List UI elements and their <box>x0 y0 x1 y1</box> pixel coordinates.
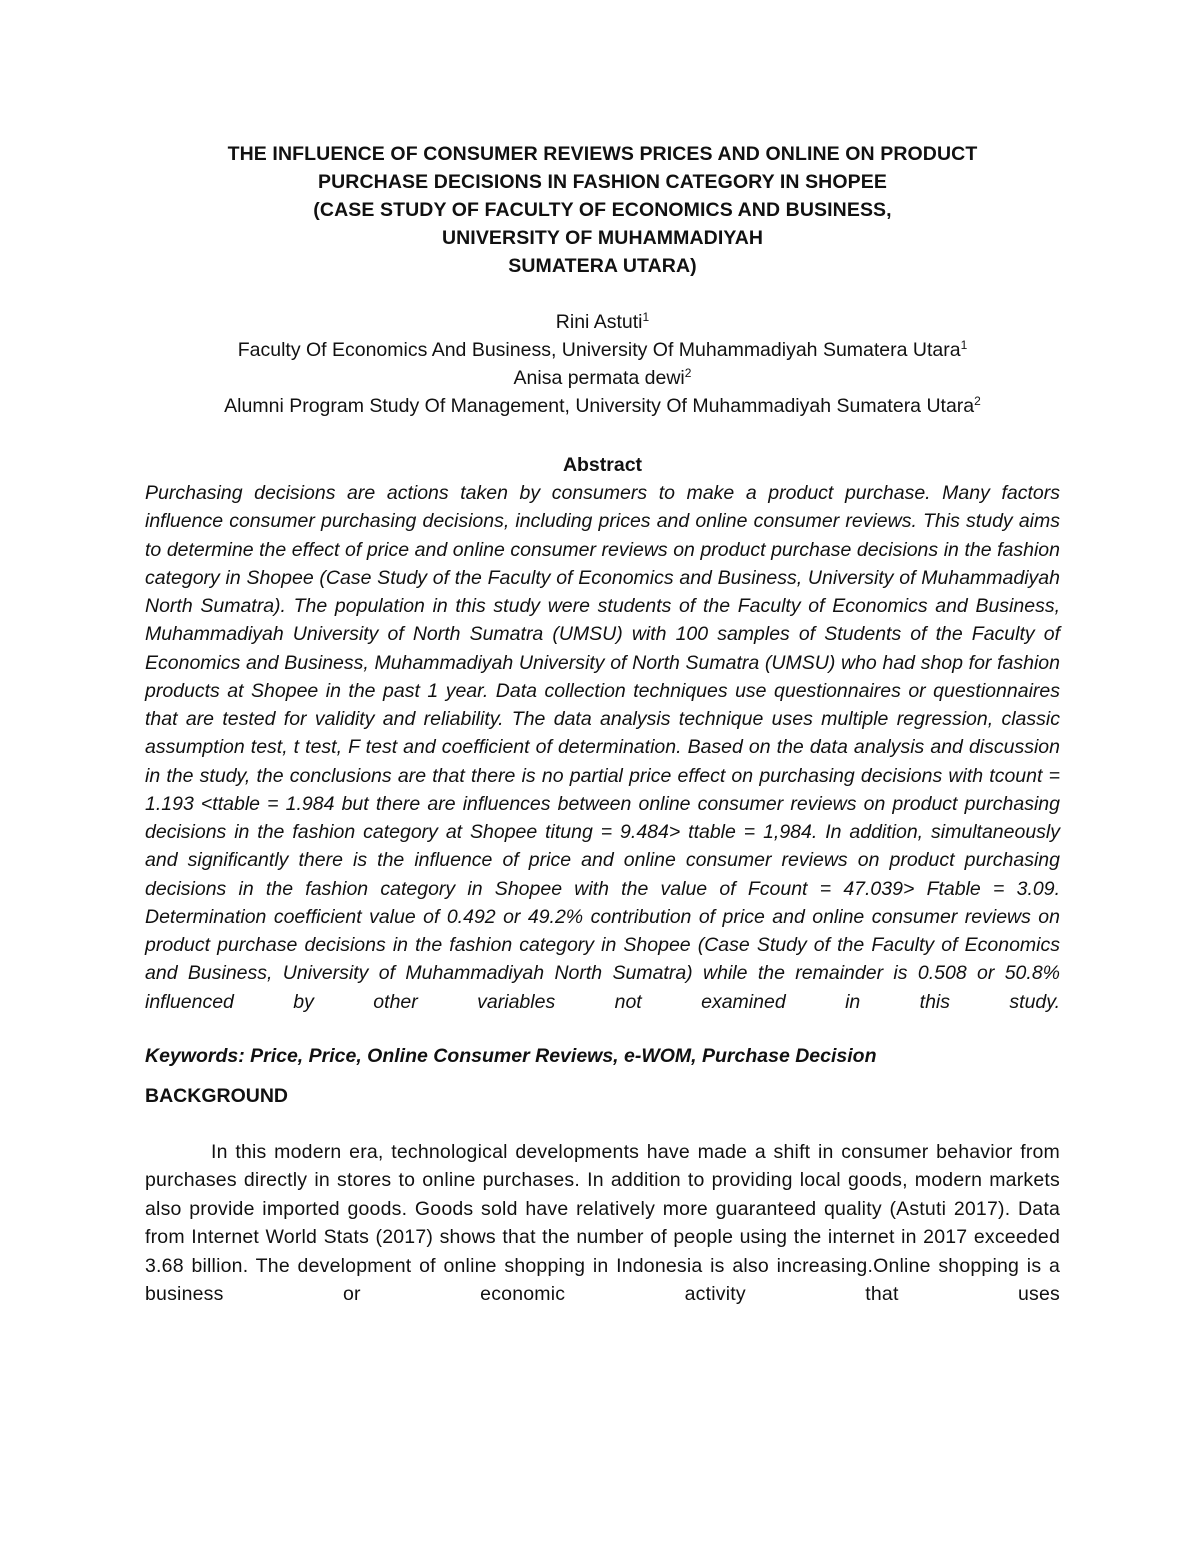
abstract-heading: Abstract <box>562 454 643 476</box>
keywords: Keywords: Price, Price, Online Consumer Reviews, e-WOM, Purchase Decision <box>145 1044 877 1067</box>
paper-page <box>145 140 1060 1309</box>
section-heading-background: BACKGROUND <box>145 1084 288 1107</box>
affiliation-text: Alumni Program Study Of Management, University Of Muhammadiyah Sumatera Utara <box>224 395 975 417</box>
author-affiliation <box>145 392 1060 420</box>
author-block <box>145 308 1060 420</box>
abstract-text: Purchasing decisions are actions taken by consumers to make a product purchase. Many factors influence consumer purchasing decisions, including prices and online consumer reviews. This study aims to determine the effect of price and online consumer reviews on product purchase decisions in the fashion category in Shopee (Case Study of the Faculty of Economics and Business, University of Muhammadiyah North Sumatra). The population in this study were students of the Faculty of Economics and Business, Muhammadiyah University of North Sumatra (UMSU) with 100 samples of Students of the Faculty of Economics and Business, Muhammadiyah University of North Sumatra (UMSU) who had shop for fashion products at Shopee in the past 1 year. Data collection techniques use questionnaires or questionnaires that are tested for validity and reliability. The data analysis technique uses multiple regression, classic assumption test, t test, F test and coefficient of determination. Based on the data analysis and discussion in the study, the conclusions are that there is no partial price effect on purchasing decisions with tcount = 1.193 <ttable = 1.984 but there are influences between online consumer reviews on product purchasing decisions in the fashion category at Shopee titung = 9.484> ttable = 1,984. In addition, simultaneously and significantly there is the influence of price and online consumer reviews on product purchasing decisions in the fashion category in Shopee with the value of Fcount = 47.039> Ftable = 3.09. Determination coefficient value of 0.492 or 49.2% contribution of price and online consumer reviews on product purchase decisions in the fashion category in Shopee (Case Study of the Faculty of Economics and Business, University of Muhammadiyah North Sumatra) while the remainder is 0.508 or 50.8% influenced by other variables not examined in this study. <box>145 482 1060 1013</box>
affiliation-text: Faculty Of Economics And Business, University Of Muhammadiyah Sumatera Utara <box>237 339 961 361</box>
title-line: THE INFLUENCE OF CONSUMER REVIEWS PRICES AND ONLINE ON PRODUCT <box>227 143 978 165</box>
author-name-text: Anisa permata dewi <box>513 367 685 389</box>
paper-title <box>145 140 1060 280</box>
affiliation-marker: 2 <box>974 394 981 408</box>
affiliation-marker: 2 <box>684 366 692 380</box>
affiliation-marker: 1 <box>642 310 650 324</box>
author-affiliation <box>145 336 1060 364</box>
author-name <box>145 364 1060 392</box>
title-line: SUMATERA UTARA) <box>508 255 697 277</box>
author-name <box>145 308 1060 336</box>
title-line: UNIVERSITY OF MUHAMMADIYAH <box>441 227 764 249</box>
affiliation-marker: 1 <box>960 338 968 352</box>
author-name-text: Rini Astuti <box>555 311 643 333</box>
title-line: (CASE STUDY OF FACULTY OF ECONOMICS AND BUSINESS, <box>313 199 892 221</box>
body-paragraph: In this modern era, technological developments have made a shift in consumer behavior from purchases directly in stores to online purchases. In addition to providing local goods, modern markets also provide imported goods. Goods sold have relatively more guaranteed quality (Astuti 2017). Data from Internet World Stats (2017) shows that the number of people using the internet in 2017 exceeded 3.68 billion. The development of online shopping in Indonesia is also increasing.Online shopping is a business or economic activity that uses <box>145 1140 1060 1306</box>
title-line: PURCHASE DECISIONS IN FASHION CATEGORY IN SHOPEE <box>318 171 887 193</box>
